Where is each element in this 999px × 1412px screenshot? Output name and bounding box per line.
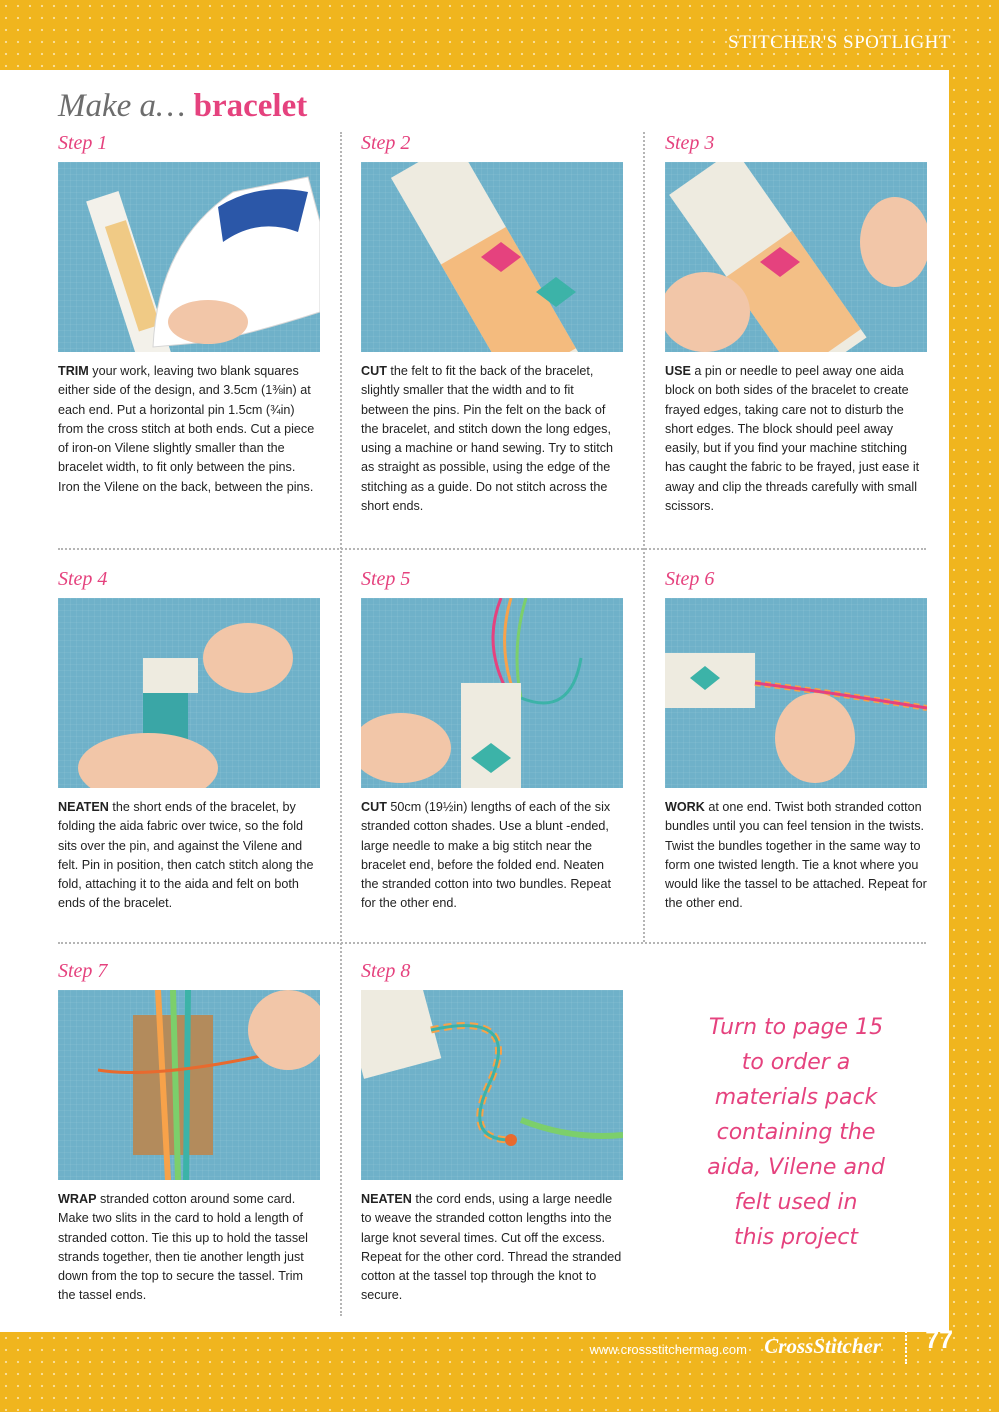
- step-text: [361, 1190, 623, 1306]
- step-photo: [665, 162, 927, 352]
- step-text: [665, 798, 927, 914]
- step-text: [665, 362, 927, 516]
- photo-illustration: [58, 162, 320, 352]
- page-number: 77: [925, 1326, 953, 1354]
- step-body: the cord ends, using a large needle to weave the stranded cotton lengths into the large knot several times. Cut off the excess. Repeat for the other cord. Thread the stranded cotton at the tassel top through the knot to secure.: [361, 1192, 622, 1303]
- magazine-logo: CrossStitcher: [764, 1334, 881, 1358]
- column-divider: [340, 132, 342, 1316]
- step-body: your work, leaving two blank squares either side of the design, and 3.5cm (1⅜in) at each end. Put a horizontal pin 1.5cm (¾in) from the cross stitch at both ends. Cut a piece of iron-on Vilene slightly smaller than the bracelet width, to fit only between the pins. Iron the Vilene on the back, between the pins.: [58, 364, 315, 494]
- step-keyword: WORK: [665, 800, 705, 814]
- step-keyword: CUT: [361, 800, 387, 814]
- step-photo: [361, 162, 623, 352]
- step-body: a pin or needle to peel away one aida block on both sides of the bracelet to create frayed edges, taking care not to disturb the short edges. The block should peel away easily, but if you find your machine stitching has caught the fabric to be frayed, just ease it away and clip the threads carefully with small scissors.: [665, 364, 920, 514]
- page-content: [0, 70, 949, 1332]
- step-keyword: CUT: [361, 364, 387, 378]
- step-text: [58, 798, 320, 914]
- step-body: at one end. Twist both stranded cotton bundles until you can feel tension in the twists. Twist the bundles together in the same way to form one twisted length. Tie a knot where you would like the tassel to be attached. Repeat for the other end.: [665, 800, 927, 911]
- step-label: Step 1: [58, 132, 108, 154]
- step-label: Step 4: [58, 568, 108, 590]
- step-card: [665, 132, 927, 516]
- promo-line: felt used in: [734, 1190, 858, 1215]
- step-label: Step 8: [361, 960, 411, 982]
- photo-illustration: [665, 162, 927, 352]
- promo-line: this project: [734, 1225, 858, 1250]
- step-photo: [58, 162, 320, 352]
- step-card: [361, 960, 623, 1306]
- step-label: Step 5: [361, 568, 411, 590]
- step-card: [665, 568, 927, 914]
- step-label: Step 2: [361, 132, 411, 154]
- step-body: the felt to fit the back of the bracelet, slightly smaller that the width and to fit between the pins. Pin the felt on the back of the bracelet, and stitch down the long edges, using a machine or hand sewing. Try to stitch as straight as possible, using the edge of the stitching as a guide. Do not stitch across the short ends.: [361, 364, 614, 514]
- step-label: Step 7: [58, 960, 108, 982]
- title-lead: Make a…: [58, 88, 186, 124]
- photo-illustration: [58, 990, 320, 1180]
- step-body: stranded cotton around some card. Make two slits in the card to hold a length of stranded cotton. Tie this up to hold the tassel strands together, then tie another length just down from the top to secure the tassel. Trim the tassel ends.: [58, 1192, 308, 1303]
- step-keyword: NEATEN: [58, 800, 109, 814]
- step-photo: [58, 598, 320, 788]
- section-banner: STITCHER'S SPOTLIGHT: [728, 32, 951, 53]
- website-link[interactable]: www.crossstitchermag.com: [589, 1342, 747, 1357]
- step-text: [58, 362, 320, 497]
- step-photo: [361, 598, 623, 788]
- step-keyword: TRIM: [58, 364, 89, 378]
- step-label: Step 3: [665, 132, 715, 154]
- page-footer: [0, 1326, 999, 1412]
- step-card: [58, 960, 320, 1306]
- step-body: 50cm (19½in) lengths of each of the six stranded cotton shades. Use a blunt -ended, large needle to make a big stitch near the bracelet end, before the folded end. Neaten the stranded cotton into two bundles. Repeat for the other end.: [361, 800, 611, 911]
- photo-illustration: [361, 990, 623, 1180]
- step-card: [58, 568, 320, 914]
- step-text: [361, 798, 623, 914]
- page-title: [58, 88, 307, 125]
- step-photo: [361, 990, 623, 1180]
- step-label: Step 6: [665, 568, 715, 590]
- step-keyword: WRAP: [58, 1192, 97, 1206]
- step-body: the short ends of the bracelet, by folding the aida fabric over twice, so the fold sits over the pin, and against the Vilene and felt. Pin in position, then catch stitch along the fold, attaching it to the aida and felt on both ends of the bracelet.: [58, 800, 314, 911]
- step-card: [361, 568, 623, 914]
- promo-line: to order a: [741, 1050, 851, 1075]
- photo-illustration: [361, 598, 623, 788]
- step-card: [58, 132, 320, 497]
- step-keyword: USE: [665, 364, 691, 378]
- step-photo: [665, 598, 927, 788]
- row-divider: [58, 548, 926, 550]
- photo-illustration: [361, 162, 623, 352]
- title-accent: bracelet: [193, 88, 308, 124]
- column-divider: [643, 132, 645, 942]
- photo-illustration: [665, 598, 927, 788]
- step-text: [58, 1190, 320, 1306]
- photo-illustration: [58, 598, 320, 788]
- footer-separator: [905, 1328, 907, 1364]
- promo-line: containing the: [716, 1120, 876, 1145]
- promo-line: materials pack: [714, 1085, 878, 1110]
- step-photo: [58, 990, 320, 1180]
- step-text: [361, 362, 623, 516]
- row-divider: [58, 942, 926, 944]
- step-card: [361, 132, 623, 516]
- promo-line: aida, Vilene and: [707, 1155, 885, 1180]
- step-keyword: NEATEN: [361, 1192, 412, 1206]
- materials-pack-note: [676, 1010, 916, 1255]
- promo-line: Turn to page 15: [708, 1015, 884, 1040]
